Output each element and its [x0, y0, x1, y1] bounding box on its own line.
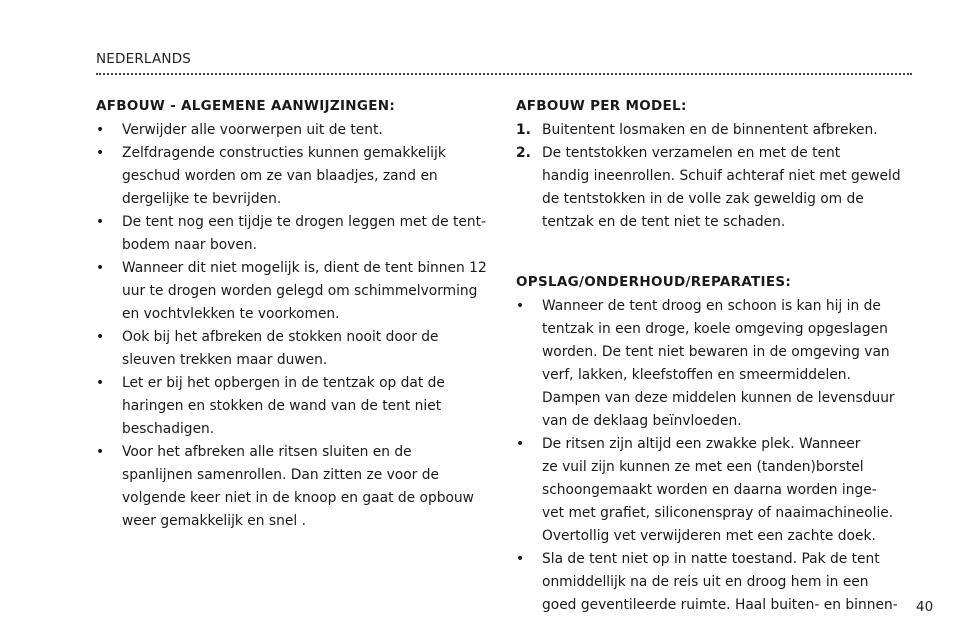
right-column: [516, 96, 916, 617]
text-line: bodem naar boven.: [122, 237, 257, 253]
text-line: Wanneer de tent droog en schoon is kan hij in de: [542, 298, 881, 314]
text-line: ze vuil zijn kunnen ze met een (tanden)borstel: [542, 459, 864, 475]
general-instructions-list: [96, 119, 496, 533]
list-item: [96, 142, 496, 211]
text-line: uur te drogen worden gelegd om schimmelvorming: [122, 283, 478, 299]
list-marker: •: [96, 444, 105, 460]
list-item: [516, 548, 916, 617]
section-title-per-model: AFBOUW PER MODEL:: [516, 98, 687, 114]
text-line: De ritsen zijn altijd een zwakke plek. Wanneer: [542, 436, 861, 452]
dotted-divider: [96, 73, 912, 75]
list-item: [96, 257, 496, 326]
text-line: Let er bij het opbergen in de tentzak op dat de: [122, 375, 445, 391]
list-item: [96, 441, 496, 533]
text-line: weer gemakkelijk en snel .: [122, 513, 306, 529]
list-marker: •: [516, 298, 525, 314]
text-line: goed geventileerde ruimte. Haal buiten- en binnen-: [542, 597, 898, 613]
section-title-storage: OPSLAG/ONDERHOUD/REPARATIES:: [516, 274, 792, 290]
text-line: Ook bij het afbreken de stokken nooit door de: [122, 329, 439, 345]
storage-maintenance-list: [516, 295, 916, 617]
list-item: [96, 372, 496, 441]
list-item: [96, 119, 496, 142]
list-marker: 1.: [516, 122, 531, 138]
text-line: geschud worden om ze van blaadjes, zand en: [122, 168, 438, 184]
text-line: dergelijke te bevrijden.: [122, 191, 282, 207]
text-line: tentzak en de tent niet te schaden.: [542, 214, 786, 230]
section-title-general: AFBOUW - ALGEMENE AANWIJZINGEN:: [96, 98, 396, 114]
text-line: De tent nog een tijdje te drogen leggen met de tent-: [122, 214, 486, 230]
text-line: Voor het afbreken alle ritsen sluiten en de: [122, 444, 412, 460]
text-line: Overtollig vet verwijderen met een zachte doek.: [542, 528, 876, 544]
list-marker: •: [96, 145, 105, 161]
text-line: sleuven trekken maar duwen.: [122, 352, 328, 368]
left-column: [96, 96, 496, 533]
text-line: van de deklaag beïnvloeden.: [542, 413, 742, 429]
text-line: Dampen van deze middelen kunnen de levensduur: [542, 390, 895, 406]
section-spacer: [516, 234, 916, 272]
text-line: de tentstokken in de volle zak geweldig om de: [542, 191, 864, 207]
text-line: handig ineenrollen. Schuif achteraf niet met geweld: [542, 168, 901, 184]
text-line: De tentstokken verzamelen en met de tent: [542, 145, 841, 161]
text-line: verf, lakken, kleefstoffen en smeermiddelen.: [542, 367, 851, 383]
text-line: Sla de tent niet op in natte toestand. Pak de tent: [542, 551, 880, 567]
list-marker: •: [516, 436, 525, 452]
text-line: Buitentent losmaken en de binnentent afbreken.: [542, 122, 878, 138]
text-line: tentzak in een droge, koele omgeving opgeslagen: [542, 321, 888, 337]
numbered-step: [516, 142, 916, 234]
text-line: en vochtvlekken te voorkomen.: [122, 306, 340, 322]
text-line: worden. De tent niet bewaren in de omgeving van: [542, 344, 890, 360]
text-line: haringen en stokken de wand van de tent niet: [122, 398, 442, 414]
list-item: [96, 211, 496, 257]
list-item: [96, 326, 496, 372]
per-model-steps-list: [516, 119, 916, 234]
text-line: spanlijnen samenrollen. Dan zitten ze voor de: [122, 467, 439, 483]
text-line: onmiddellijk na de reis uit en droog hem in een: [542, 574, 869, 590]
list-marker: •: [96, 214, 105, 230]
list-item: [516, 433, 916, 548]
text-line: Wanneer dit niet mogelijk is, dient de tent binnen 12: [122, 260, 487, 276]
text-line: beschadigen.: [122, 421, 215, 437]
text-line: Verwijder alle voorwerpen uit de tent.: [122, 122, 383, 138]
page-number: 40: [916, 599, 934, 615]
list-item: [516, 295, 916, 433]
list-marker: •: [96, 375, 105, 391]
list-marker: •: [96, 260, 105, 276]
text-line: schoongemaakt worden en daarna worden inge-: [542, 482, 877, 498]
numbered-step: [516, 119, 916, 142]
list-marker: •: [96, 122, 105, 138]
language-label: NEDERLANDS: [96, 51, 192, 67]
list-marker: •: [516, 551, 525, 567]
list-marker: •: [96, 329, 105, 345]
text-line: Zelfdragende constructies kunnen gemakkelijk: [122, 145, 446, 161]
text-line: vet met grafiet, siliconenspray of naaimachineolie.: [542, 505, 894, 521]
list-marker: 2.: [516, 145, 531, 161]
text-line: volgende keer niet in de knoop en gaat de opbouw: [122, 490, 474, 506]
